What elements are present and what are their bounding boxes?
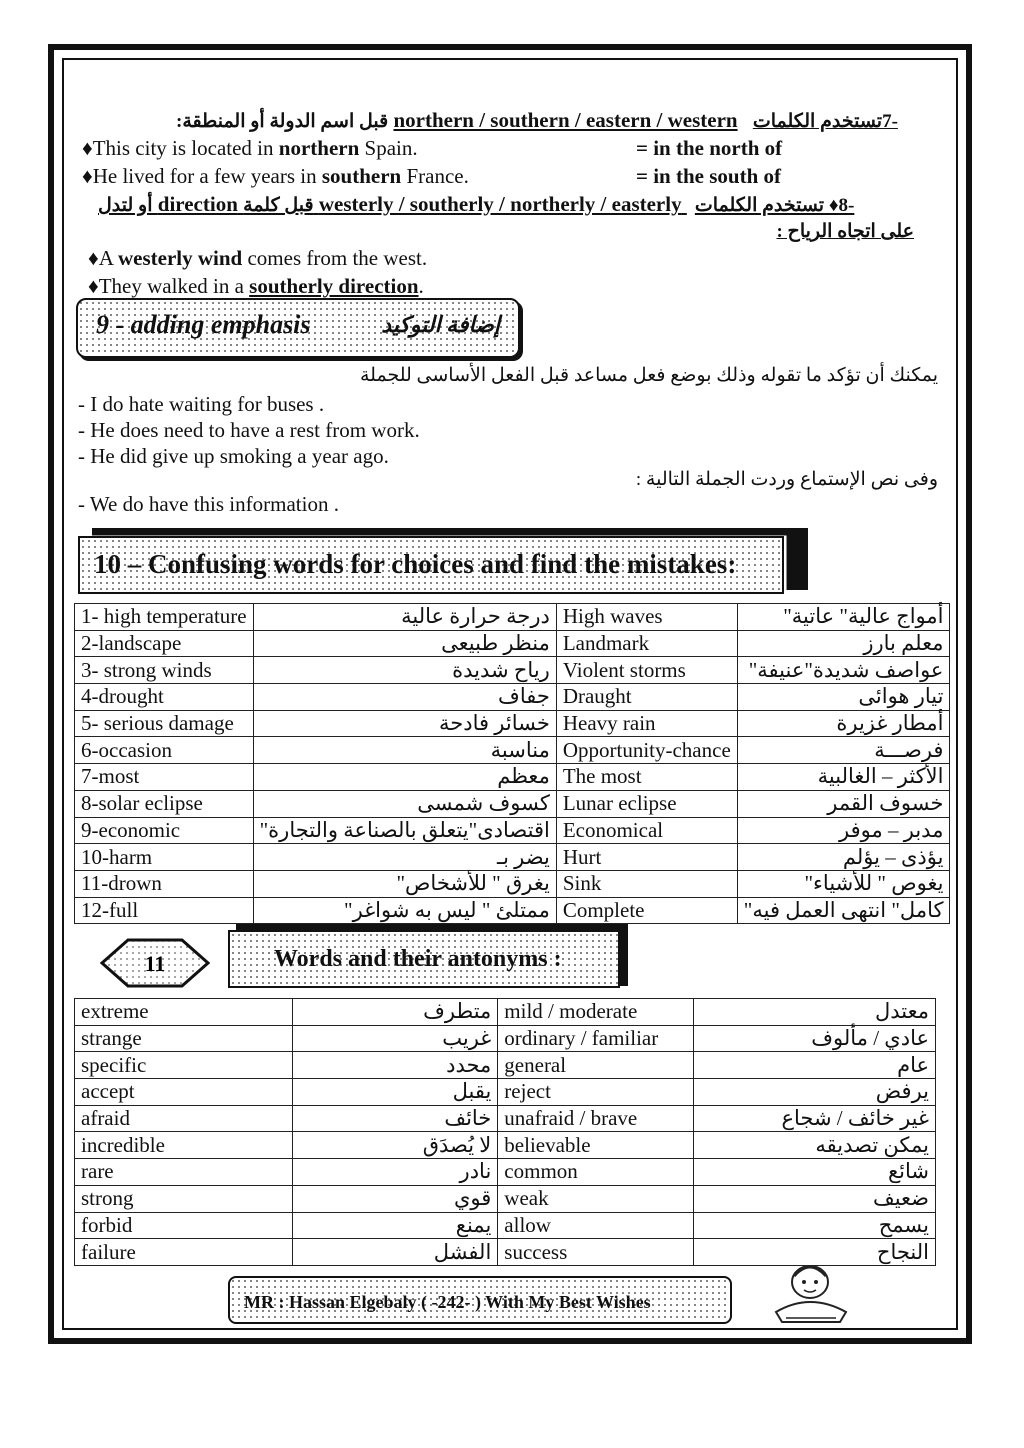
- english-cell: common: [498, 1159, 694, 1186]
- arabic-cell: عادي / مألوف: [694, 1025, 936, 1052]
- english-cell: 2-landscape: [75, 630, 254, 657]
- section11-number-badge: [100, 938, 210, 988]
- table-row: [75, 710, 950, 737]
- arabic-cell: غير خائف / شجاع: [694, 1105, 936, 1132]
- section8-heading-line2: على اتجاه الرياح :: [776, 221, 914, 242]
- bullet-icon: ♦: [88, 246, 99, 270]
- table-row: [75, 764, 950, 791]
- arabic-cell: عام: [694, 1052, 936, 1079]
- table-row: [75, 1079, 936, 1106]
- english-cell: The most: [556, 764, 737, 791]
- english-cell: allow: [498, 1212, 694, 1239]
- english-cell: Sink: [556, 870, 737, 897]
- table-row: [75, 604, 950, 631]
- section7-example-2: ♦He lived for a few years in southern France.: [82, 164, 469, 188]
- english-cell: general: [498, 1052, 694, 1079]
- arabic-cell: اقتصادى"يتعلق بالصناعة والتجارة": [253, 817, 556, 844]
- english-cell: 4-drought: [75, 684, 254, 711]
- english-cell: Hurt: [556, 844, 737, 871]
- english-cell: 8-solar eclipse: [75, 790, 254, 817]
- section9-example-2: - He does need to have a rest from work.: [78, 418, 420, 442]
- table-row: [75, 737, 950, 764]
- english-cell: extreme: [75, 999, 293, 1026]
- table-row: [75, 657, 950, 684]
- english-cell: failure: [75, 1239, 293, 1266]
- arabic-cell: رياح شديدة: [253, 657, 556, 684]
- arabic-cell: كامل" انتهى العمل فيه": [737, 897, 950, 924]
- arabic-cell: معلم بارز: [737, 630, 950, 657]
- arabic-cell: ضعيف: [694, 1185, 936, 1212]
- english-cell: mild / moderate: [498, 999, 694, 1026]
- arabic-cell: أمواج عالية" عاتية": [737, 604, 950, 631]
- arabic-cell: نادر: [292, 1159, 498, 1186]
- section8-example-2: ♦They walked in a southerly direction.: [88, 274, 424, 298]
- english-cell: Complete: [556, 897, 737, 924]
- arabic-cell: يمنع: [292, 1212, 498, 1239]
- english-cell: Draught: [556, 684, 737, 711]
- arabic-cell: يقبل: [292, 1079, 498, 1106]
- arabic-cell: منظر طبيعى: [253, 630, 556, 657]
- arabic-cell: النجاح: [694, 1239, 936, 1266]
- arabic-cell: الأكثر – الغالبية: [737, 764, 950, 791]
- table-row: [75, 790, 950, 817]
- arabic-cell: فرصـــة: [737, 737, 950, 764]
- arabic-cell: يرفض: [694, 1079, 936, 1106]
- english-cell: believable: [498, 1132, 694, 1159]
- section7-example-1: ♦This city is located in northern Spain.: [82, 136, 418, 160]
- arabic-cell: متطرف: [292, 999, 498, 1026]
- english-cell: strange: [75, 1025, 293, 1052]
- table-row: [75, 817, 950, 844]
- english-cell: 10-harm: [75, 844, 254, 871]
- arabic-cell: مدبر – موفر: [737, 817, 950, 844]
- english-cell: afraid: [75, 1105, 293, 1132]
- arabic-cell: يغوص " للأشياء": [737, 870, 950, 897]
- table-row: [75, 897, 950, 924]
- table-row: [75, 1185, 936, 1212]
- english-cell: 12-full: [75, 897, 254, 924]
- arabic-cell: قوي: [292, 1185, 498, 1212]
- table-row: [75, 844, 950, 871]
- arabic-cell: يؤذى – يؤلم: [737, 844, 950, 871]
- section11-number: 11: [144, 951, 166, 976]
- arabic-cell: خسوف القمر: [737, 790, 950, 817]
- english-cell: Landmark: [556, 630, 737, 657]
- table-row: [75, 1159, 936, 1186]
- english-cell: High waves: [556, 604, 737, 631]
- arabic-cell: يسمح: [694, 1212, 936, 1239]
- english-cell: weak: [498, 1185, 694, 1212]
- table-row: [75, 870, 950, 897]
- table-row: [75, 1025, 936, 1052]
- english-cell: 5- serious damage: [75, 710, 254, 737]
- arabic-cell: درجة حرارة عالية: [253, 604, 556, 631]
- arabic-cell: معتدل: [694, 999, 936, 1026]
- table-row: [75, 684, 950, 711]
- table-row: [75, 1212, 936, 1239]
- section9-example-1: - I do hate waiting for buses .: [78, 392, 325, 416]
- english-cell: 11-drown: [75, 870, 254, 897]
- section10-title-box: [78, 536, 784, 594]
- section9-title-ar: إضافة التوكيد: [381, 312, 500, 337]
- arabic-cell: ممتلئ " ليس به شواغر": [253, 897, 556, 924]
- english-cell: incredible: [75, 1132, 293, 1159]
- english-cell: 3- strong winds: [75, 657, 254, 684]
- arabic-cell: مناسبة: [253, 737, 556, 764]
- arabic-cell: عواصف شديدة"عنيفة": [737, 657, 950, 684]
- arabic-cell: يمكن تصديقه: [694, 1132, 936, 1159]
- arabic-cell: محدد: [292, 1052, 498, 1079]
- english-cell: 6-occasion: [75, 737, 254, 764]
- arabic-cell: جفاف: [253, 684, 556, 711]
- arabic-cell: الفشل: [292, 1239, 498, 1266]
- arabic-cell: كسوف شمسى: [253, 790, 556, 817]
- bullet-icon: ♦: [82, 136, 93, 160]
- section9-example-3: - He did give up smoking a year ago.: [78, 444, 389, 468]
- english-cell: rare: [75, 1159, 293, 1186]
- footer-text: MR : Hassan Elgebaly ( -242- ) With My Best Wishes: [244, 1292, 651, 1312]
- english-cell: 9-economic: [75, 817, 254, 844]
- arabic-cell: معظم: [253, 764, 556, 791]
- section11-title-box: [228, 930, 620, 988]
- confusing-words-table: [74, 603, 950, 924]
- english-cell: specific: [75, 1052, 293, 1079]
- english-cell: Opportunity-chance: [556, 737, 737, 764]
- english-cell: strong: [75, 1185, 293, 1212]
- arabic-cell: يضر بـ: [253, 844, 556, 871]
- table-row: [75, 999, 936, 1026]
- english-cell: 7-most: [75, 764, 254, 791]
- section9-listening-note: وفى نص الإستماع وردت الجملة التالية :: [635, 469, 938, 490]
- arabic-cell: شائع: [694, 1159, 936, 1186]
- english-cell: 1- high temperature: [75, 604, 254, 631]
- table-row: [75, 630, 950, 657]
- arabic-cell: خسائر فادحة: [253, 710, 556, 737]
- arabic-cell: لا يُصدَق: [292, 1132, 498, 1159]
- arabic-cell: تيار هوائى: [737, 684, 950, 711]
- section8-example-1: ♦A westerly wind comes from the west.: [88, 246, 428, 270]
- english-cell: Violent storms: [556, 657, 737, 684]
- section9-intro: يمكنك أن تؤكد ما تقوله وذلك بوضع فعل مساعد قبل الفعل الأساسى للجملة: [360, 365, 938, 386]
- english-cell: accept: [75, 1079, 293, 1106]
- footer-box: [228, 1276, 732, 1324]
- english-cell: Economical: [556, 817, 737, 844]
- english-cell: unafraid / brave: [498, 1105, 694, 1132]
- section9-listening-example: - We do have this information .: [78, 492, 339, 516]
- section11-title: Words and their antonyms :: [274, 946, 562, 972]
- english-cell: reject: [498, 1079, 694, 1106]
- antonyms-table: [74, 998, 936, 1266]
- english-cell: forbid: [75, 1212, 293, 1239]
- teacher-illustration-icon: [766, 1262, 856, 1326]
- table-row: [75, 1105, 936, 1132]
- arabic-cell: خائف: [292, 1105, 498, 1132]
- table-row: [75, 1132, 936, 1159]
- section7-example-2-equivalent: = in the south of: [636, 164, 781, 188]
- arabic-cell: يغرق " للأشخاص": [253, 870, 556, 897]
- english-cell: Heavy rain: [556, 710, 737, 737]
- english-cell: ordinary / familiar: [498, 1025, 694, 1052]
- bullet-icon: ♦: [82, 164, 93, 188]
- table-row: [75, 1052, 936, 1079]
- english-cell: success: [498, 1239, 694, 1266]
- arabic-cell: غريب: [292, 1025, 498, 1052]
- section7-heading: قبل اسم الدولة أو المنطقة: northern / southern / eastern / western -7تستخدم الكلمات: [176, 108, 898, 132]
- bullet-icon: ♦: [88, 274, 99, 298]
- section7-example-1-equivalent: = in the north of: [636, 136, 783, 160]
- section9-title-box: [76, 298, 520, 358]
- section8-heading: أو لتدل direction قبل كلمة westerly / southerly / northerly / easterly -8♦ تستخدم الكلمات: [98, 192, 855, 216]
- english-cell: Lunar eclipse: [556, 790, 737, 817]
- arabic-cell: أمطار غزيرة: [737, 710, 950, 737]
- section9-title: 9 - adding emphasis: [96, 310, 311, 339]
- section10-title: 10 – Confusing words for choices and find the mistakes:: [94, 549, 737, 579]
